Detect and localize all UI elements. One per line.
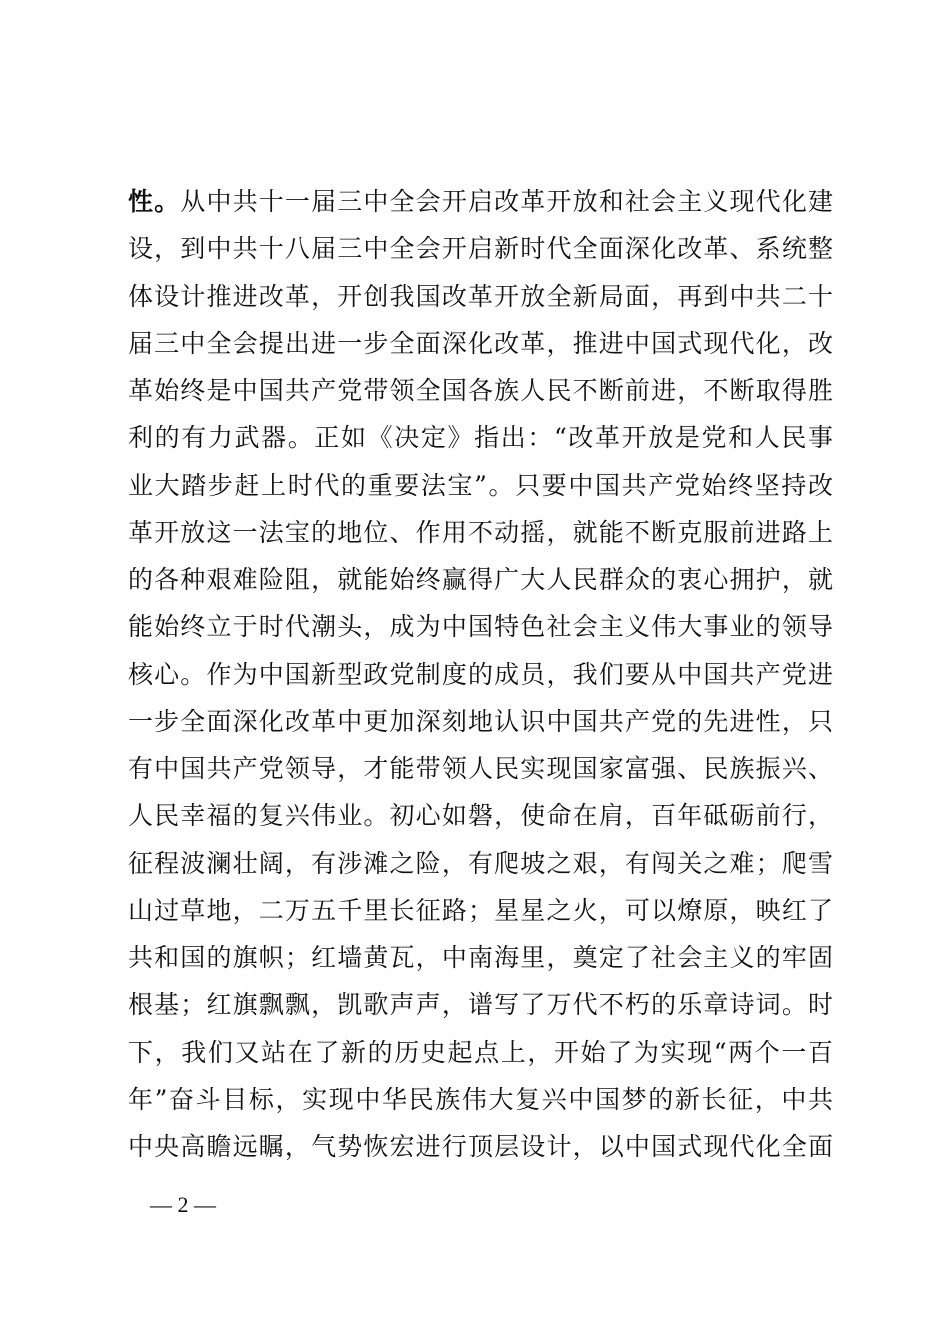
text-line-17: 共和国的旗帜；红墙黄瓦，中南海里，奠定了社会主义的牢固 [128, 943, 833, 972]
text-line-1 [128, 178, 833, 225]
text-line-16: 山过草地，二万五千里长征路；星星之火，可以燎原，映红了 [128, 895, 833, 925]
text-line-13: 有中国共产党领导，才能带领人民实现国家富强、民族振兴、 [128, 754, 833, 783]
text-line-9: 的各种艰难险阻，就能始终赢得广大人民群众的衷心拥护，就 [128, 565, 833, 594]
text-line-19: 下，我们又站在了新的历史起点上，开始了为实现“两个一百 [128, 1037, 833, 1067]
text-line-15: 征程波澜壮阔，有涉滩之险，有爬坡之艰，有闯关之难；爬雪 [128, 848, 833, 878]
text-line-1-rest: 从中共十一届三中全会开启改革开放和社会主义现代化建 [180, 187, 833, 216]
text-line-12: 一步全面深化改革中更加深刻地认识中国共产党的先进性，只 [128, 706, 833, 736]
text-line-6: 利的有力武器。正如《决定》指出：“改革开放是党和人民事 [128, 423, 833, 453]
text-line-10: 能始终立于时代潮头，成为中国特色社会主义伟大事业的领导 [128, 612, 833, 642]
text-line-2: 设，到中共十八届三中全会开启新时代全面深化改革、系统整 [128, 234, 833, 264]
text-line-11: 核心。作为中国新型政党制度的成员，我们要从中国共产党进 [128, 659, 833, 689]
text-line-7: 业大踏步赶上时代的重要法宝”。只要中国共产党始终坚持改 [128, 470, 833, 500]
text-line-3: 体设计推进改革，开创我国改革开放全新局面，再到中共二十 [128, 281, 833, 311]
body-text [128, 178, 833, 1170]
text-line-8: 革开放这一法宝的地位、作用不动摇，就能不断克服前进路上 [128, 517, 833, 547]
text-line-18: 根基；红旗飘飘，凯歌声声，谱写了万代不朽的乐章诗词。时 [128, 990, 833, 1020]
text-line-5: 革始终是中国共产党带领全国各族人民不断前进，不断取得胜 [128, 376, 833, 405]
text-line-4: 届三中全会提出进一步全面深化改革，推进中国式现代化，改 [128, 328, 833, 358]
page-number: — 2 — [150, 1192, 216, 1217]
text-line-20: 年”奋斗目标，实现中华民族伟大复兴中国梦的新长征，中共 [128, 1084, 833, 1114]
bold-lead-text: 性。 [128, 187, 181, 216]
text-line-14: 人民幸福的复兴伟业。初心如磐，使命在肩，百年砥砺前行， [128, 801, 833, 831]
text-line-21: 中央高瞻远瞩，气势恢宏进行顶层设计，以中国式现代化全面 [128, 1132, 833, 1161]
